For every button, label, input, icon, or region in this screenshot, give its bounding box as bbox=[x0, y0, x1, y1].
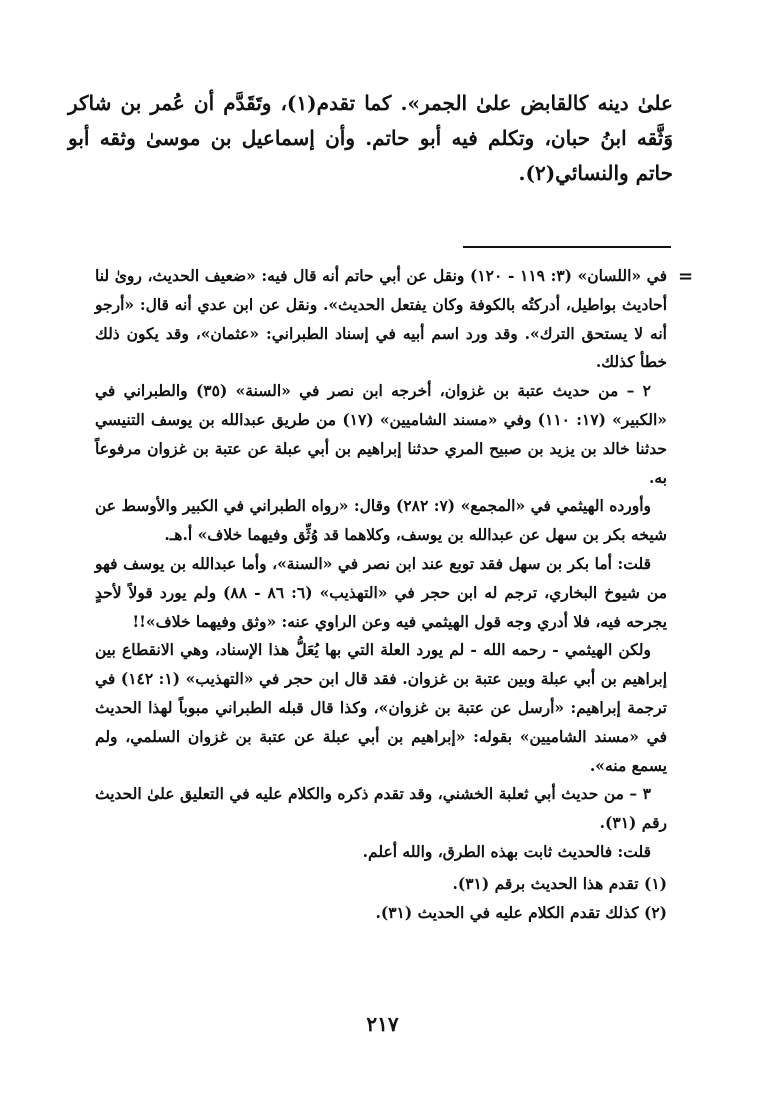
footnote-ref-2: (٢) كذلك تقدم الكلام عليه في الحديث (٣١). bbox=[375, 902, 667, 922]
footnote-continuation-mark: = bbox=[678, 266, 694, 287]
footnote-references bbox=[95, 869, 667, 927]
footnotes-block bbox=[95, 262, 667, 927]
footnote-paragraph-2: ٢ – من حديث عتبة بن غزوان، أخرجه ابن نصر في «السنة» (٣٥) والطبراني في «الكبير» (١٧: ١١٠) وفي «مسند الشاميين» (١٧) من طريق عبدالله بن يوسف التنيسي حدثنا خالد بن يزيد بن صبيح المري حدثنا إبراهيم بن أبي عبلة عن عتبة بن غزوان مرفوعاً به. bbox=[95, 381, 667, 487]
footnote-paragraph-5: ولكن الهيثمي - رحمه الله - لم يورد العلة التي بها يُعَلُّ هذا الإسناد، وهي الانقطاع بين إبراهيم بن أبي عبلة وبين عتبة بن غزوان. فقد قال ابن حجر في «التهذيب» (١: ١٤٢) في ترجمة إبراهيم: «أرسل عن عتبة بن غزوان»، وكذا قال قبله الطبراني مبوباً لهذا الحديث في «مسند الشاميين» بقوله: «إبراهيم بن أبي عبلة عن عتبة بن غزوان السلمي، ولم يسمع منه». bbox=[95, 640, 668, 775]
footnote-paragraph-1: في «اللسان» (٣: ١١٩ - ١٢٠) ونقل عن أبي حاتم أنه قال فيه: «ضعيف الحديث، روىٰ لنا أحاديث بواطيل، أدركتُه بالكوفة وكان يفتعل الحديث». ونقل عن ابن عدي أنه قال: «أرجو أنه لا يستحق الترك». وقد ورد اسم أبيه في إسناد الطبراني: «عثمان»، وقد يكون ذلك خطأ كذلك. bbox=[95, 266, 668, 372]
footnote-paragraph-7: قلت: فالحديث ثابت بهذه الطرق، والله أعلم. bbox=[362, 841, 651, 861]
main-paragraph: علىٰ دينه كالقابض علىٰ الجمر». كما تقدم(١)، وتَقَدَّم أن عُمر بن شاكر وَثَّقه ابنُ حبان، وتكلم فيه أبو حاتم. وأن إسماعيل بن موسىٰ وثقه أبو حاتم والنسائي(٢). bbox=[68, 91, 673, 185]
footnote-paragraph-4: قلت: أما بكر بن سهل فقد توبع عند ابن نصر في «السنة»، وأما عبدالله بن يوسف فهو من شيوخ البخاري، ترجم له ابن حجر في «التهذيب» (٦: ٨٦ - ٨٨) ولم يورد قولاً لأحدٍ يجرحه فيه، فلا أدري وجه قول الهيثمي فيه وعن الراوي عنه: «وثق وفيهما خلاف»!! bbox=[95, 553, 668, 631]
page-number: ٢١٧ bbox=[366, 1012, 399, 1036]
footnote-paragraph-3: وأورده الهيثمي في «المجمع» (٧: ٢٨٢) وقال: «رواه الطبراني في الكبير والأوسط عن شيخه بكر بن سهل عن عبدالله بن يوسف، وكلاهما قد وُثِّق وفيهما خلاف» أ.هـ. bbox=[95, 496, 667, 545]
main-text-block bbox=[68, 86, 673, 191]
footnote-separator-rule bbox=[463, 246, 671, 248]
footnote-paragraph-6: ٣ – من حديث أبي ثعلبة الخشني، وقد تقدم ذكره والكلام عليه في التعليق علىٰ الحديث رقم (٣١). bbox=[95, 784, 667, 833]
footnote-ref-1: (١) تقدم هذا الحديث برقم (٣١). bbox=[452, 873, 667, 893]
